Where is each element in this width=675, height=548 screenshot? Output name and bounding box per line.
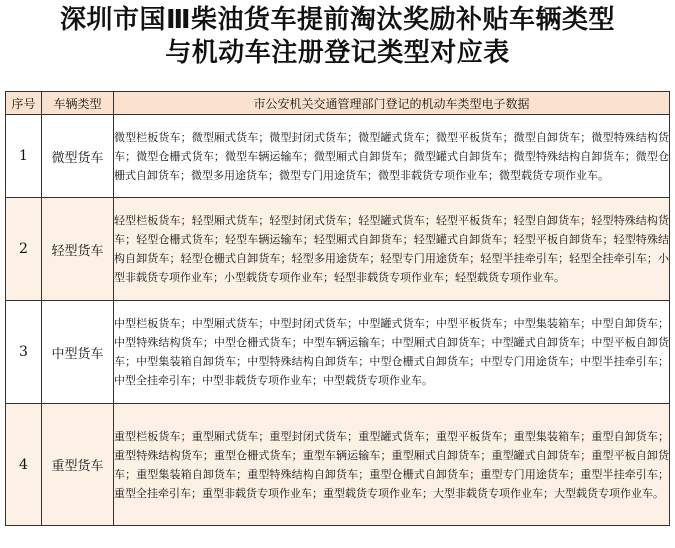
row-vehicle-type: 轻型货车 [42, 198, 114, 301]
table-row [6, 198, 670, 301]
title-line-2: 与机动车注册登记类型对应表 [165, 38, 510, 68]
table-row [6, 301, 670, 404]
row-vehicle-type: 中型货车 [42, 301, 114, 404]
row-registration-data: 微型栏板货车；微型厢式货车；微型封闭式货车；微型罐式货车；微型平板货车；微型自卸货车；微型特殊结构货车；微型仓栅式货车；微型车辆运输车；微型厢式自卸货车；微型罐式自卸货车；微型特殊结构自卸货车；微型仓栅式自卸货车；微型多用途货车；微型专门用途货车；微型非载货专项作业车；微型载货专项作业车。 [114, 115, 670, 198]
table-row [6, 404, 670, 526]
row-index: 3 [6, 301, 42, 404]
header-registration-data: 市公安机关交通管理部门登记的机动车类型电子数据 [114, 92, 670, 115]
row-index: 4 [6, 404, 42, 526]
row-vehicle-type: 重型货车 [42, 404, 114, 526]
row-registration-data: 重型栏板货车；重型厢式货车；重型封闭式货车；重型罐式货车；重型平板货车；重型集装箱车；重型自卸货车；重型特殊结构货车；重型仓栅式货车；重型车辆运输车；重型厢式自卸货车；重型罐式自卸货车；重型平板自卸货车；重型集装箱自卸货车；重型特殊结构自卸货车；重型仓栅式自卸货车；重型专门用途货车；重型半挂牵引车；重型全挂牵引车；重型非载货专项作业车；重型载货专项作业车；大型非载货专项作业车；大型载货专项作业车。 [114, 404, 670, 526]
title-line-1: 深圳市国Ⅲ柴油货车提前淘汰奖励补贴车辆类型 [59, 5, 616, 35]
row-registration-data: 轻型栏板货车；轻型厢式货车；轻型封闭式货车；轻型罐式货车；轻型平板货车；轻型自卸货车；轻型特殊结构货车；轻型仓栅式货车；轻型车辆运输车；轻型厢式自卸货车；轻型罐式自卸货车；轻型平板自卸货车；轻型特殊结构自卸货车；轻型仓栅式自卸货车；轻型多用途货车；轻型专门用途货车；轻型半挂牵引车；轻型全挂牵引车；小型非载货专项作业车；小型载货专项作业车；轻型非载货专项作业车；轻型载货专项作业车。 [114, 198, 670, 301]
document-title [0, 4, 675, 70]
row-vehicle-type: 微型货车 [42, 115, 114, 198]
table-header-row [6, 92, 670, 115]
row-registration-data: 中型栏板货车；中型厢式货车；中型封闭式货车；中型罐式货车；中型平板货车；中型集装箱车；中型自卸货车；中型特殊结构货车；中型仓栅式货车；中型车辆运输车；中型厢式自卸货车；中型罐式自卸货车；中型平板自卸货车；中型集装箱自卸货车；中型特殊结构自卸货车；中型仓栅式自卸货车；中型专门用途货车；中型半挂牵引车；中型全挂牵引车；中型非载货专项作业车；中型载货专项作业车。 [114, 301, 670, 404]
row-index: 2 [6, 198, 42, 301]
header-vehicle-type: 车辆类型 [42, 92, 114, 115]
vehicle-type-table [5, 91, 670, 526]
row-index: 1 [6, 115, 42, 198]
header-index: 序号 [6, 92, 42, 115]
table-row [6, 115, 670, 198]
